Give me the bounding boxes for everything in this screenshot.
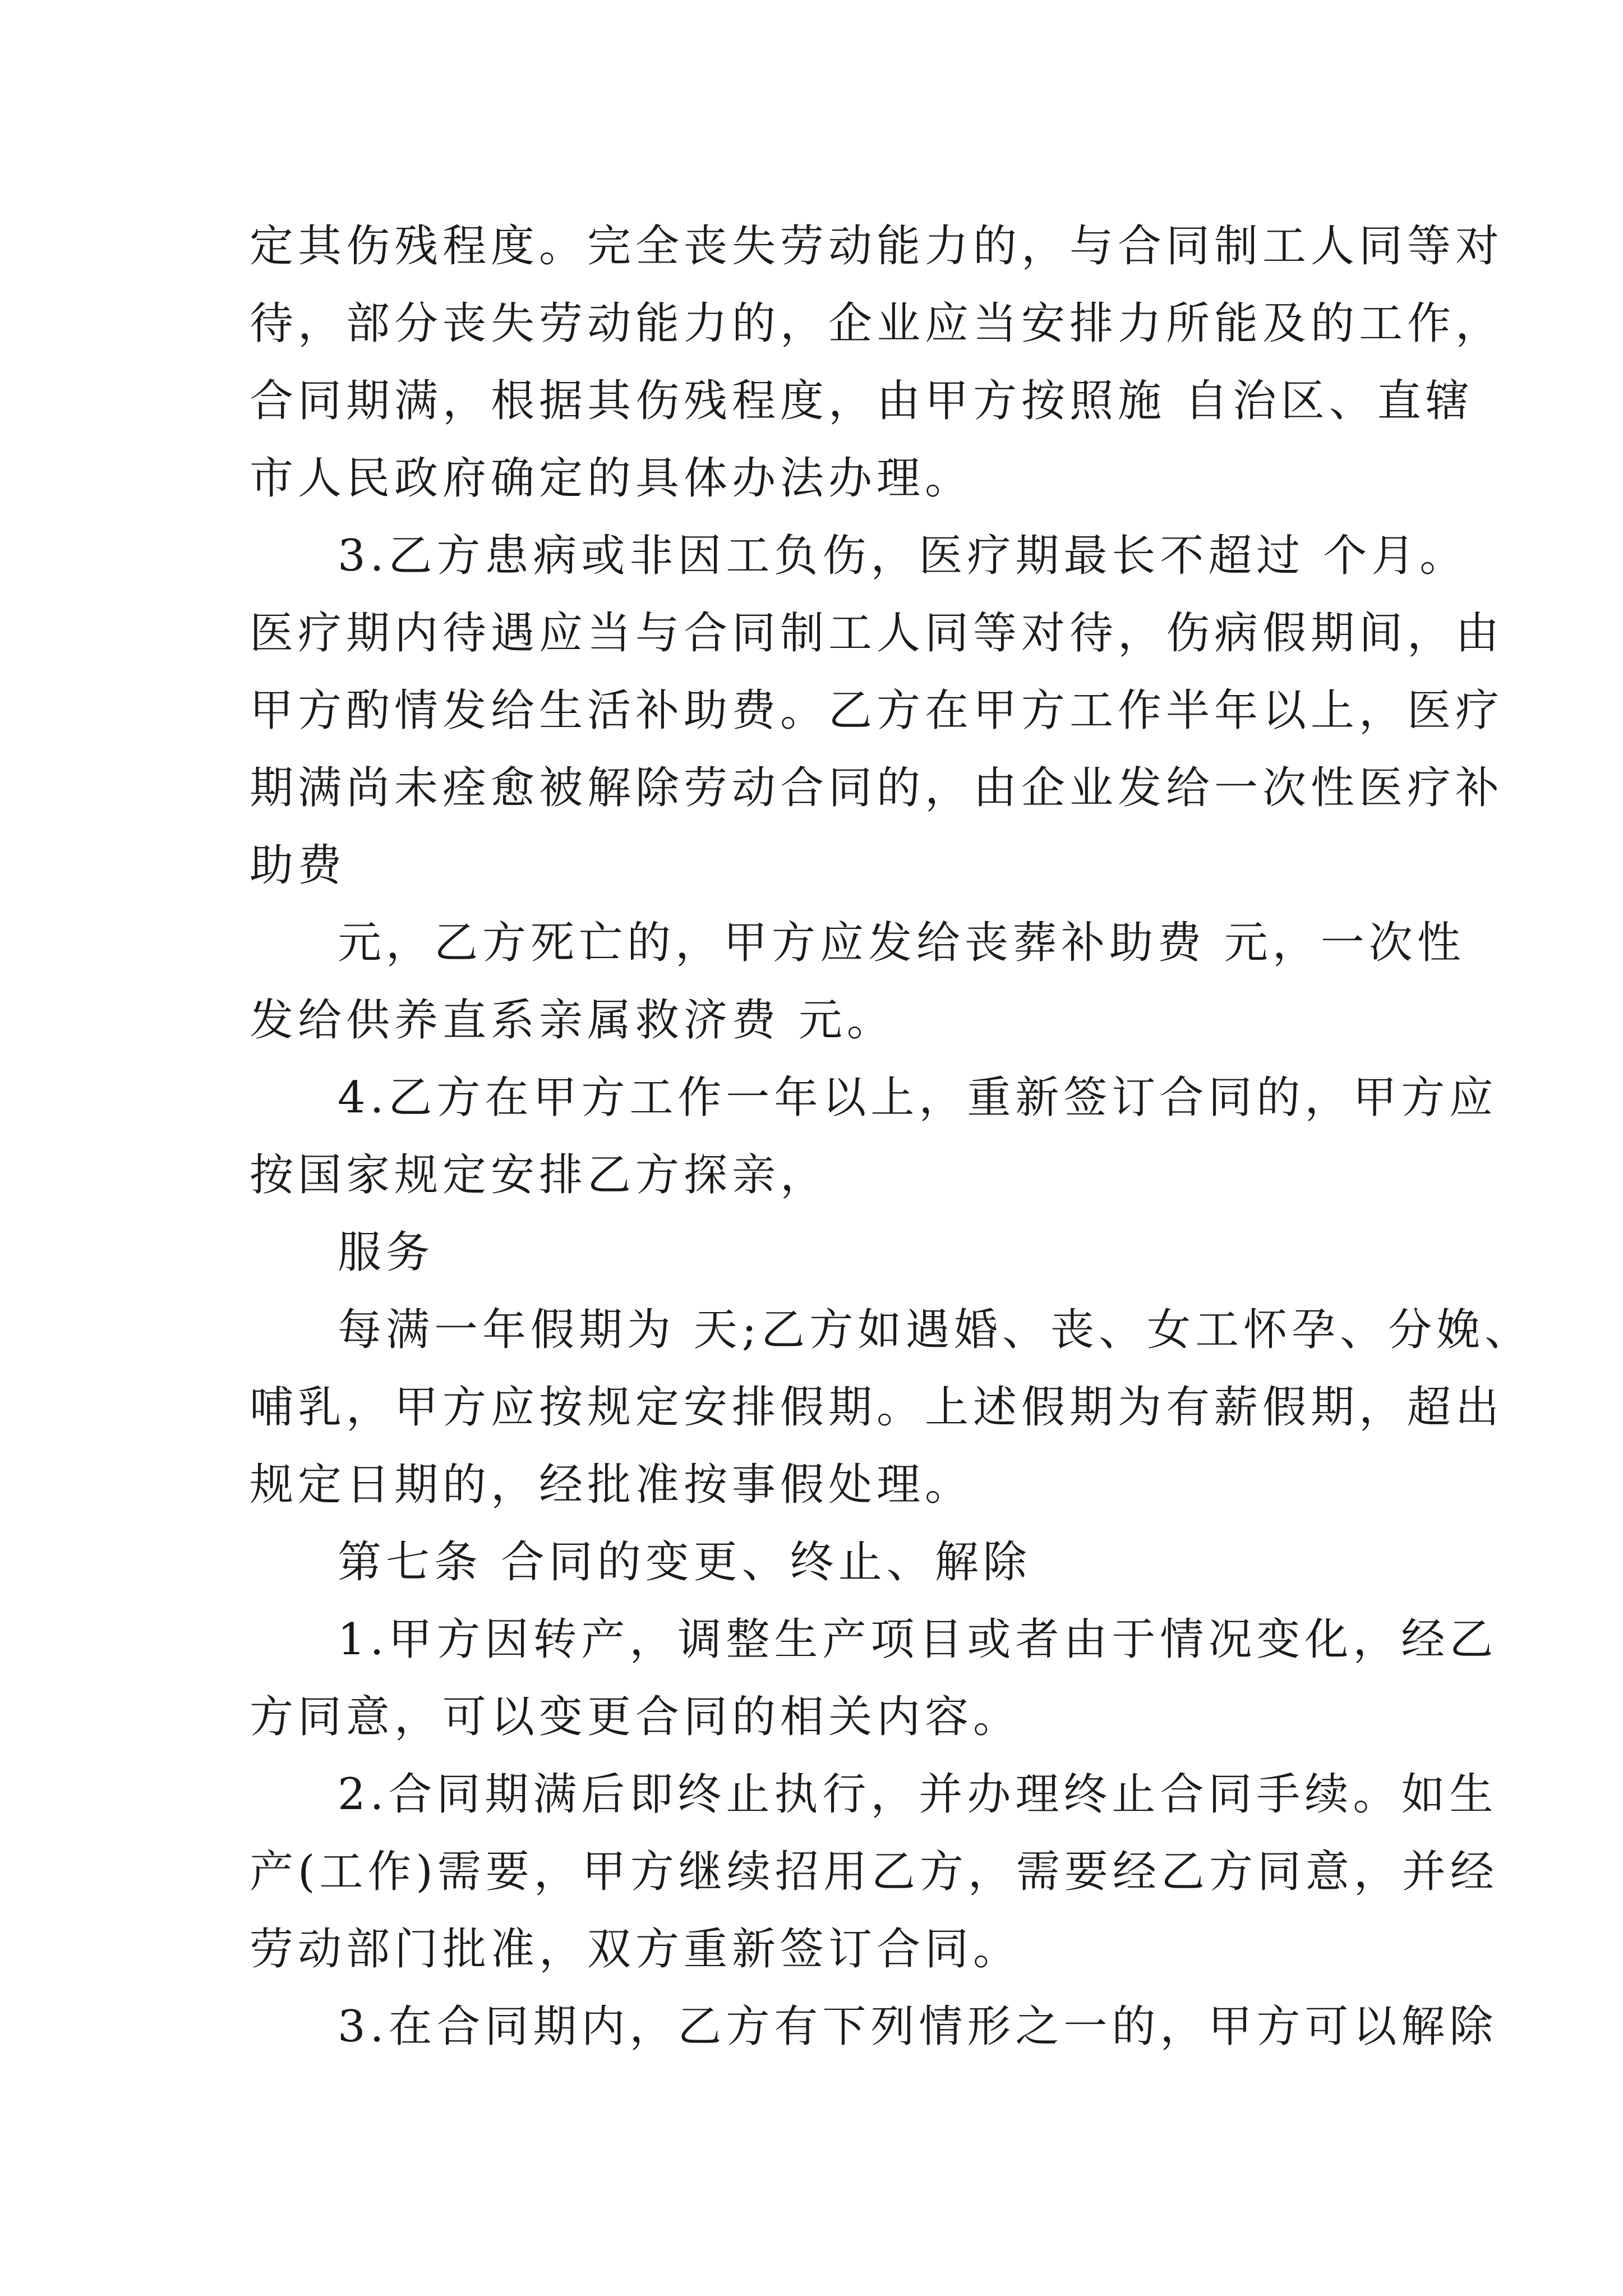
text-line: 劳动部门批准，双方重新签订合同。 — [250, 1924, 1022, 1975]
text-line: 定其伤残程度。完全丧失劳动能力的，与合同制工人同等对 — [250, 221, 1504, 272]
text-line: 助费 — [250, 840, 347, 891]
text-line: 待，部分丧失劳动能力的，企业应当安排力所能及的工作， — [250, 298, 1504, 349]
text-line: 1.甲方因转产，调整生产项目或者由于情况变化，经乙 — [338, 1614, 1498, 1665]
text-line: 2.合同期满后即终止执行，并办理终止合同手续。如生 — [338, 1769, 1498, 1820]
text-line: 按国家规定安排乙方探亲， — [250, 1150, 829, 1200]
text-line: 每满一年假期为 天;乙方如遇婚、丧、女工怀孕、分娩、 — [338, 1305, 1533, 1355]
text-line: 元，乙方死亡的，甲方应发给丧葬补助费 元，一次性 — [338, 918, 1465, 968]
text-line: 方同意，可以变更合同的相关内容。 — [250, 1692, 1022, 1742]
text-line: 服务 — [338, 1227, 435, 1278]
text-line: 哺乳，甲方应按规定安排假期。上述假期为有薪假期，超出 — [250, 1382, 1504, 1433]
text-line: 产(工作)需要，甲方继续招用乙方，需要经乙方同意，并经 — [250, 1847, 1498, 1897]
text-line: 3.乙方患病或非因工负伤，医疗期最长不超过 个月。 — [338, 531, 1468, 581]
text-line: 3.在合同期内，乙方有下列情形之一的，甲方可以解除 — [338, 2001, 1498, 2052]
section-heading: 第七条 合同的变更、终止、解除 — [338, 1537, 1031, 1588]
text-line: 医疗期内待遇应当与合同制工人同等对待，伤病假期间，由 — [250, 608, 1504, 659]
text-line: 规定日期的，经批准按事假处理。 — [250, 1460, 974, 1510]
text-line: 合同期满，根据其伤残程度，由甲方按照施 自治区、直辖 — [250, 376, 1474, 426]
text-line: 4.乙方在甲方工作一年以上，重新签订合同的，甲方应 — [338, 1073, 1498, 1123]
text-line: 期满尚未痊愈被解除劳动合同的，由企业发给一次性医疗补 — [250, 763, 1504, 813]
text-line: 发给供养直系亲属救济费 元。 — [250, 995, 895, 1046]
text-line: 市人民政府确定的具体办法办理。 — [250, 453, 974, 504]
text-line: 甲方酌情发给生活补助费。乙方在甲方工作半年以上，医疗 — [250, 685, 1504, 736]
